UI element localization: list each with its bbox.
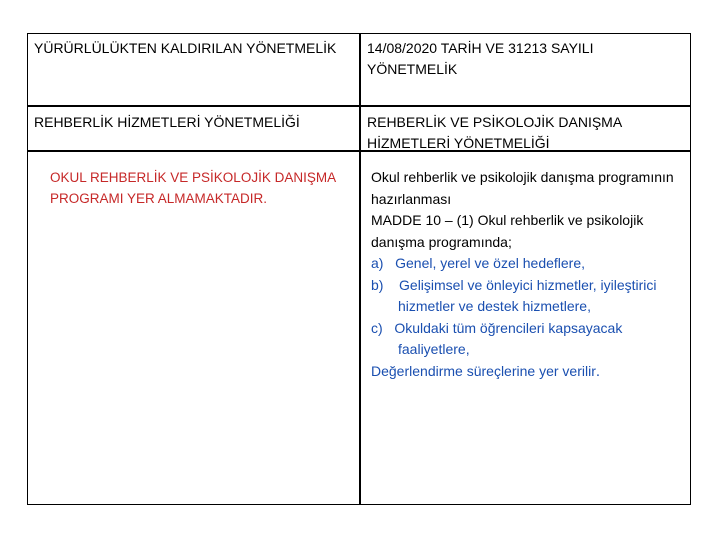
row-divider-1: [28, 105, 690, 107]
closing-sentence: Değerlendirme süreçlerine yer verilir: [371, 362, 596, 379]
program-heading: Okul rehberlik ve psikolojik danışma programının hazırlanması: [371, 169, 674, 207]
comparison-table: [27, 33, 691, 505]
list-text-c: Okuldaki tüm öğrencileri kapsayacak faaliyetlere,: [394, 319, 623, 357]
closing-period: .: [595, 362, 601, 380]
old-program-note: OKUL REHBERLİK VE PSİKOLOJİK DANIŞMA PROGRAMI YER ALMAMAKTADIR.: [50, 170, 336, 206]
closing-text: [371, 361, 687, 383]
header-new-regulation: 14/08/2020 TARİH VE 31213 SAYILI YÖNETMELİK: [367, 40, 594, 77]
old-regulation-name: REHBERLİK HİZMETLERİ YÖNETMELİĞİ: [34, 114, 300, 130]
list-marker-c: c): [371, 319, 383, 336]
list-marker-b: b): [371, 276, 384, 293]
new-regulation-name: REHBERLİK VE PSİKOLOJİK DANIŞMA HİZMETLERİ YÖNETMELİĞİ: [367, 114, 622, 151]
list-text-b: Gelişimsel ve önleyici hizmetler, iyileştirici hizmetler ve destek hizmetlere,: [398, 276, 657, 314]
new-program-content: [371, 167, 687, 382]
list-item-b: [371, 275, 687, 318]
list-text-a: Genel, yerel ve özel hedeflere,: [395, 255, 586, 271]
header-repealed-regulation: YÜRÜRLÜLÜKTEN KALDIRILAN YÖNETMELİK: [34, 40, 337, 56]
list-item-c: [371, 318, 687, 361]
article-text: MADDE 10 – (1) Okul rehberlik ve psikolojik danışma programında;: [371, 212, 644, 250]
list-item-a: [371, 253, 687, 275]
list-marker-a: a): [371, 255, 384, 271]
